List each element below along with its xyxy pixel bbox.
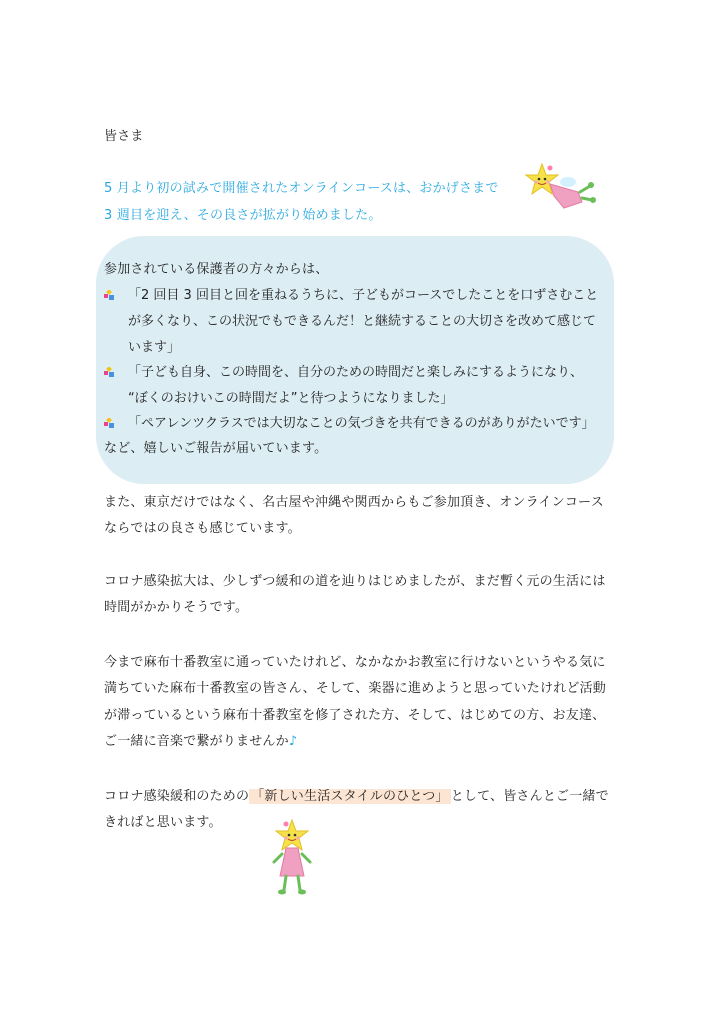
quote-1-line-2: が多くなり、この状況でもできるんだ！と継続することの大切さを改めて感じて bbox=[128, 314, 597, 329]
colorful-diamond-bullet-icon bbox=[104, 418, 116, 430]
paragraph-2-line-1: また、東京だけではなく、名古屋や沖縄や関西からもご参加頂き、オンラインコース bbox=[104, 495, 604, 510]
intro-line-2: 3 週目を迎え、その良さが拡がり始めました。 bbox=[104, 208, 382, 223]
highlighted-phrase: 「新しい生活スタイルのひとつ」 bbox=[251, 789, 449, 804]
quote-1-line-1: 「2 回目 3 回目と回を重ねるうちに、子どもがコースでしたことを口ずさむこと bbox=[128, 288, 599, 303]
intro-line-1: 5 月より初の試みで開催されたオンラインコースは、おかげさまで bbox=[104, 181, 499, 196]
music-note-icon: ♪ bbox=[288, 734, 298, 749]
paragraph-5-post: として、皆さんとご一緒で bbox=[450, 789, 609, 804]
star-fairy-standing-illustration bbox=[272, 818, 316, 900]
paragraph-4-line-2: 満ちていた麻布十番教室の皆さん、そして、楽器に進めようと思っていたけれど活動 bbox=[104, 681, 606, 696]
paragraph-3-line-2: 時間がかかりそうです。 bbox=[104, 600, 249, 615]
quote-2-line-1: 「子ども自身、この時間を、自分のための時間だと楽しみにするようになり、 bbox=[128, 365, 584, 380]
star-fairy-flying-illustration bbox=[520, 162, 598, 212]
paragraph-3-line-1: コロナ感染拡大は、少しずつ緩和の道を辿りはじめましたが、まだ暫く元の生活には bbox=[104, 574, 606, 589]
greeting: 皆さま bbox=[104, 129, 144, 144]
feedback-closing: など、嬉しいご報告が届いています。 bbox=[104, 441, 328, 456]
paragraph-4-line-1: 今まで麻布十番教室に通っていたけれど、なかなかお教室に行けないというやる気に bbox=[104, 655, 606, 670]
quote-2-line-2: “ぼくのおけいこの時間だよ”と待つようになりました」 bbox=[128, 391, 454, 406]
quote-3-line-1: 「ペアレンツクラスでは大切なことの気づきを共有できるのがありがたいです」 bbox=[128, 416, 595, 431]
paragraph-2-line-2: ならではの良さも感じています。 bbox=[104, 521, 301, 536]
colorful-diamond-bullet-icon bbox=[104, 290, 116, 302]
quote-1-line-3: います」 bbox=[128, 340, 181, 355]
paragraph-4-line-3: が滞っているという麻布十番教室を修了された方、そして、はじめての方、お友達、 bbox=[104, 708, 606, 723]
paragraph-5-pre: コロナ感染緩和のための bbox=[104, 789, 250, 804]
paragraph-5-line-2: きればと思います。 bbox=[104, 815, 222, 830]
colorful-diamond-bullet-icon bbox=[104, 367, 116, 379]
paragraph-4-text: ご一緒に音楽で繋がりませんか bbox=[104, 734, 289, 749]
paragraph-5-line-1 bbox=[104, 784, 609, 810]
paragraph-4-line-4 bbox=[104, 729, 297, 755]
feedback-lead: 参加されている保護者の方々からは、 bbox=[104, 262, 329, 277]
